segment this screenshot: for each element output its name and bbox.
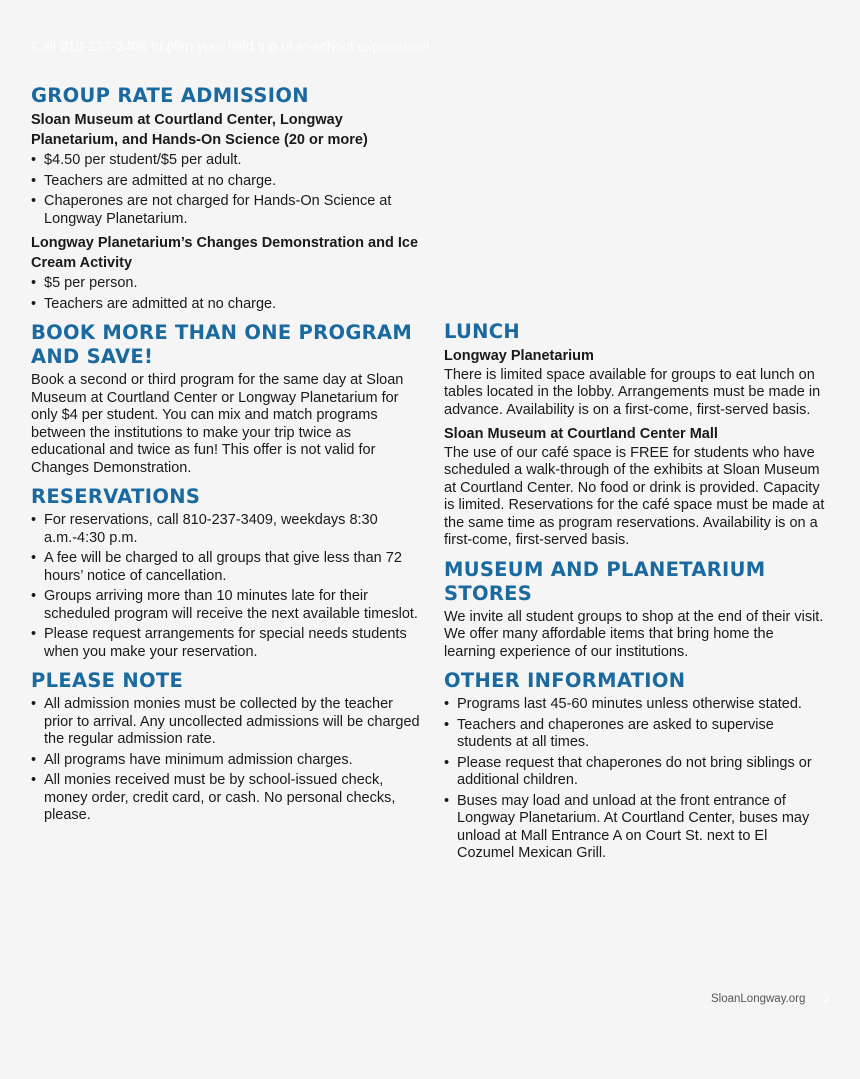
group-rate-list-2 [31, 275, 423, 313]
other-info-heading: OTHER INFORMATION [444, 669, 686, 692]
other-info-section [444, 669, 826, 863]
group-rate-section [31, 84, 423, 313]
list-item: • Please request that chaperones do not bring siblings or additional children. [444, 755, 826, 790]
group-rate-subheading-1: Sloan Museum at Courtland Center, Longway Planetarium, and Hands-On Science (20 or more) [31, 112, 368, 148]
left-column [31, 84, 423, 833]
list-item: • Chaperones are not charged for Hands-On Science at Longway Planetarium. [31, 193, 423, 228]
stores-section [444, 558, 826, 662]
right-column [444, 320, 826, 871]
lunch-body-1: There is limited space available for groups to eat lunch on tables located in the lobby. Arrangements must be made in advance. Availability is on a first-come, first-served basis. [444, 366, 821, 418]
list-item: • Teachers are admitted at no charge. [31, 173, 423, 191]
please-note-list [31, 696, 423, 825]
book-more-body: Book a second or third program for the same day at Sloan Museum at Courtland Center or Longway Planetarium for only $4 per student. You can mix and match programs between the institutions to make your trip twice as educational and twice as fun! This offer is not valid for Changes Demonstration. [31, 372, 404, 476]
lunch-heading: LUNCH [444, 320, 521, 343]
stores-body: We invite all student groups to shop at the end of their visit. We offer many affordable items that bring home the learning experience of our institutions. [444, 608, 824, 660]
list-item: • Programs last 45-60 minutes unless otherwise stated. [444, 696, 826, 714]
page-number: 3 [823, 993, 830, 1005]
list-item: • Please request arrangements for special needs students when you make your reservation. [31, 626, 423, 661]
list-item: • $5 per person. [31, 275, 423, 293]
list-item: • Teachers are admitted at no charge. [31, 296, 423, 314]
footer-url: SloanLongway.org [711, 993, 806, 1005]
list-item: • Groups arriving more than 10 minutes late for their scheduled program will receive the next available timeslot. [31, 588, 423, 623]
list-item: • For reservations, call 810-237-3409, weekdays 8:30 a.m.-4:30 p.m. [31, 512, 423, 547]
reservations-section [31, 485, 423, 661]
list-item: • All admission monies must be collected by the teacher prior to arrival. Any uncollected admissions will be charged the regular admission rate. [31, 696, 423, 749]
book-more-heading: BOOK MORE THAN ONE PROGRAM AND SAVE! [31, 321, 413, 368]
group-rate-heading: GROUP RATE ADMISSION [31, 84, 309, 107]
list-item: • All programs have minimum admission charges. [31, 752, 423, 770]
please-note-heading: PLEASE NOTE [31, 669, 184, 692]
lunch-body-2: The use of our café space is FREE for students who have scheduled a walk-through of the exhibits at Sloan Museum at Courtland Center. No food or drink is provided. Capacity is limited. Reservations for the café space must be made at the same time as program reservations. Availability is on a first-come, first-served basis. [444, 444, 825, 548]
lunch-subheading-2: Sloan Museum at Courtland Center Mall [444, 426, 718, 442]
please-note-section [31, 669, 423, 825]
lunch-subheading-1: Longway Planetarium [444, 348, 594, 364]
list-item: • A fee will be charged to all groups that give less than 72 hours’ notice of cancellation. [31, 550, 423, 585]
call-banner-text: Call 810-237-3409 to plan your field trip or in-school experience! [32, 38, 430, 54]
group-rate-subheading-2: Longway Planetarium’s Changes Demonstration and Ice Cream Activity [31, 235, 419, 271]
reservations-heading: RESERVATIONS [31, 485, 201, 508]
list-item: • Teachers and chaperones are asked to supervise students at all times. [444, 717, 826, 752]
reservations-list [31, 512, 423, 661]
other-info-list [444, 696, 826, 863]
lunch-section [444, 320, 826, 550]
list-item: • All monies received must be by school-issued check, money order, credit card, or cash. No personal checks, please. [31, 772, 423, 825]
group-rate-list-1 [31, 152, 423, 228]
stores-heading: MUSEUM AND PLANETARIUM STORES [444, 557, 766, 605]
list-item: • Buses may load and unload at the front entrance of Longway Planetarium. At Courtland Center, buses may unload at Mall Entrance A on Court St. next to El Cozumel Mexican Grill. [444, 793, 826, 863]
book-more-section [31, 321, 423, 477]
list-item: • $4.50 per student/$5 per adult. [31, 152, 423, 170]
